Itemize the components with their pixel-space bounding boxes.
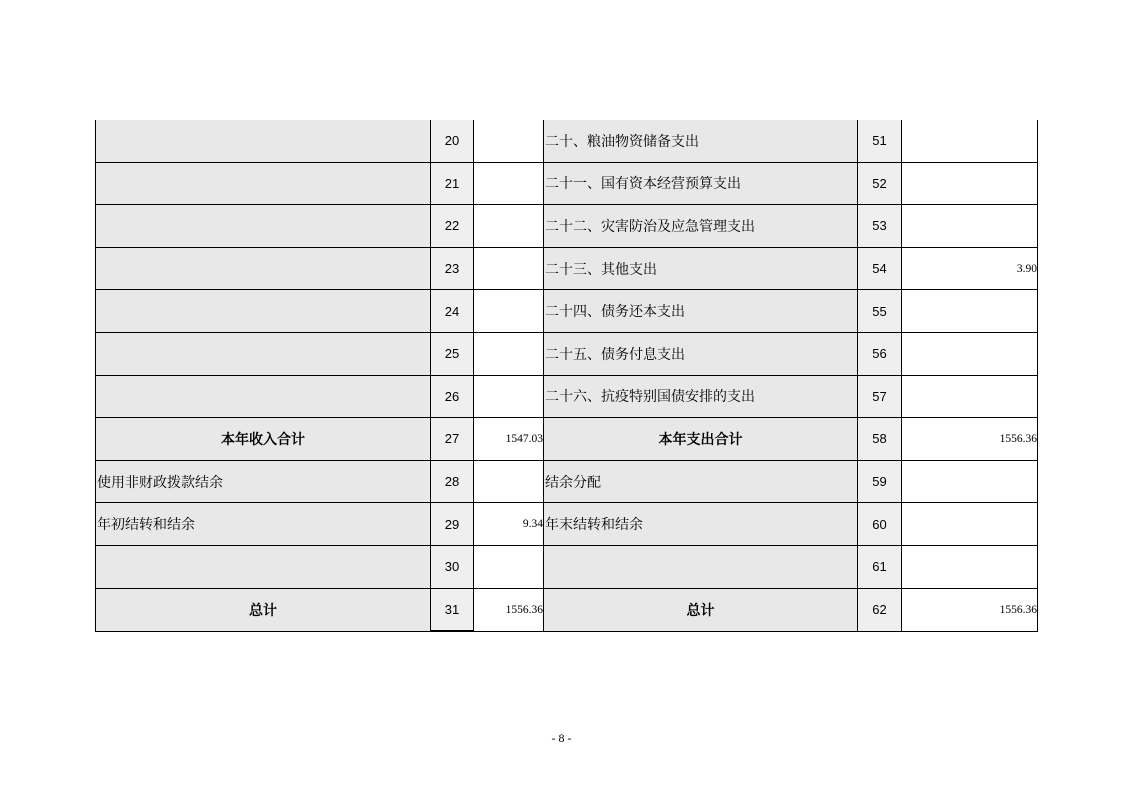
expense-amount bbox=[902, 290, 1038, 333]
expense-index: 57 bbox=[858, 375, 902, 418]
income-index: 23 bbox=[431, 247, 474, 290]
expense-label: 二十六、抗疫特别国债安排的支出 bbox=[544, 375, 858, 418]
page-number: - 8 - bbox=[551, 731, 572, 745]
income-label bbox=[96, 120, 431, 162]
income-amount bbox=[474, 120, 544, 162]
expense-label: 二十五、债务付息支出 bbox=[544, 332, 858, 375]
expense-label: 二十四、债务还本支出 bbox=[544, 290, 858, 333]
income-amount bbox=[474, 460, 544, 503]
income-label: 年初结转和结余 bbox=[96, 503, 431, 546]
table-row bbox=[96, 290, 1038, 333]
income-subtotal-amount: 1547.03 bbox=[474, 418, 544, 461]
income-index: 20 bbox=[431, 120, 474, 162]
expense-total-label: 总计 bbox=[544, 588, 858, 631]
income-amount bbox=[474, 247, 544, 290]
table-row bbox=[96, 375, 1038, 418]
income-index: 25 bbox=[431, 332, 474, 375]
income-amount bbox=[474, 290, 544, 333]
income-amount bbox=[474, 375, 544, 418]
income-index: 21 bbox=[431, 162, 474, 205]
budget-table bbox=[95, 120, 1038, 632]
expense-index: 55 bbox=[858, 290, 902, 333]
income-index: 24 bbox=[431, 290, 474, 333]
expense-index: 52 bbox=[858, 162, 902, 205]
income-label bbox=[96, 332, 431, 375]
income-label bbox=[96, 290, 431, 333]
expense-amount bbox=[902, 120, 1038, 162]
income-amount bbox=[474, 545, 544, 588]
income-label bbox=[96, 162, 431, 205]
table-row bbox=[96, 247, 1038, 290]
expense-amount bbox=[902, 545, 1038, 588]
income-index: 26 bbox=[431, 375, 474, 418]
income-index: 31 bbox=[431, 588, 474, 631]
expense-amount bbox=[902, 460, 1038, 503]
income-total-label: 总计 bbox=[96, 588, 431, 631]
income-amount: 9.34 bbox=[474, 503, 544, 546]
expense-index: 60 bbox=[858, 503, 902, 546]
expense-label: 二十二、灾害防治及应急管理支出 bbox=[544, 205, 858, 248]
income-index: 28 bbox=[431, 460, 474, 503]
expense-index: 58 bbox=[858, 418, 902, 461]
subtotal-row bbox=[96, 418, 1038, 461]
table-row bbox=[96, 162, 1038, 205]
expense-subtotal-label: 本年支出合计 bbox=[544, 418, 858, 461]
income-amount bbox=[474, 162, 544, 205]
expense-total-amount: 1556.36 bbox=[902, 588, 1038, 631]
income-index: 29 bbox=[431, 503, 474, 546]
expense-label: 二十一、国有资本经营预算支出 bbox=[544, 162, 858, 205]
expense-index: 51 bbox=[858, 120, 902, 162]
expense-index: 56 bbox=[858, 332, 902, 375]
expense-label: 二十三、其他支出 bbox=[544, 247, 858, 290]
expense-label bbox=[544, 545, 858, 588]
expense-amount bbox=[902, 503, 1038, 546]
expense-amount: 3.90 bbox=[902, 247, 1038, 290]
income-label: 使用非财政拨款结余 bbox=[96, 460, 431, 503]
income-amount bbox=[474, 332, 544, 375]
expense-subtotal-amount: 1556.36 bbox=[902, 418, 1038, 461]
income-subtotal-label: 本年收入合计 bbox=[96, 418, 431, 461]
expense-index: 53 bbox=[858, 205, 902, 248]
total-row bbox=[96, 588, 1038, 631]
income-index: 30 bbox=[431, 545, 474, 588]
income-label bbox=[96, 375, 431, 418]
income-amount bbox=[474, 205, 544, 248]
income-label bbox=[96, 247, 431, 290]
expense-amount bbox=[902, 332, 1038, 375]
expense-index: 59 bbox=[858, 460, 902, 503]
income-index: 22 bbox=[431, 205, 474, 248]
table-row bbox=[96, 332, 1038, 375]
expense-index: 61 bbox=[858, 545, 902, 588]
expense-amount bbox=[902, 205, 1038, 248]
expense-label: 二十、粮油物资储备支出 bbox=[544, 120, 858, 162]
income-label bbox=[96, 205, 431, 248]
table-row bbox=[96, 460, 1038, 503]
table-row bbox=[96, 120, 1038, 162]
table-row bbox=[96, 503, 1038, 546]
income-index: 27 bbox=[431, 418, 474, 461]
expense-amount bbox=[902, 162, 1038, 205]
expense-index: 62 bbox=[858, 588, 902, 631]
expense-label: 年末结转和结余 bbox=[544, 503, 858, 546]
table-row bbox=[96, 205, 1038, 248]
income-label bbox=[96, 545, 431, 588]
income-total-amount: 1556.36 bbox=[474, 588, 544, 631]
expense-label: 结余分配 bbox=[544, 460, 858, 503]
table-row bbox=[96, 545, 1038, 588]
expense-amount bbox=[902, 375, 1038, 418]
expense-index: 54 bbox=[858, 247, 902, 290]
